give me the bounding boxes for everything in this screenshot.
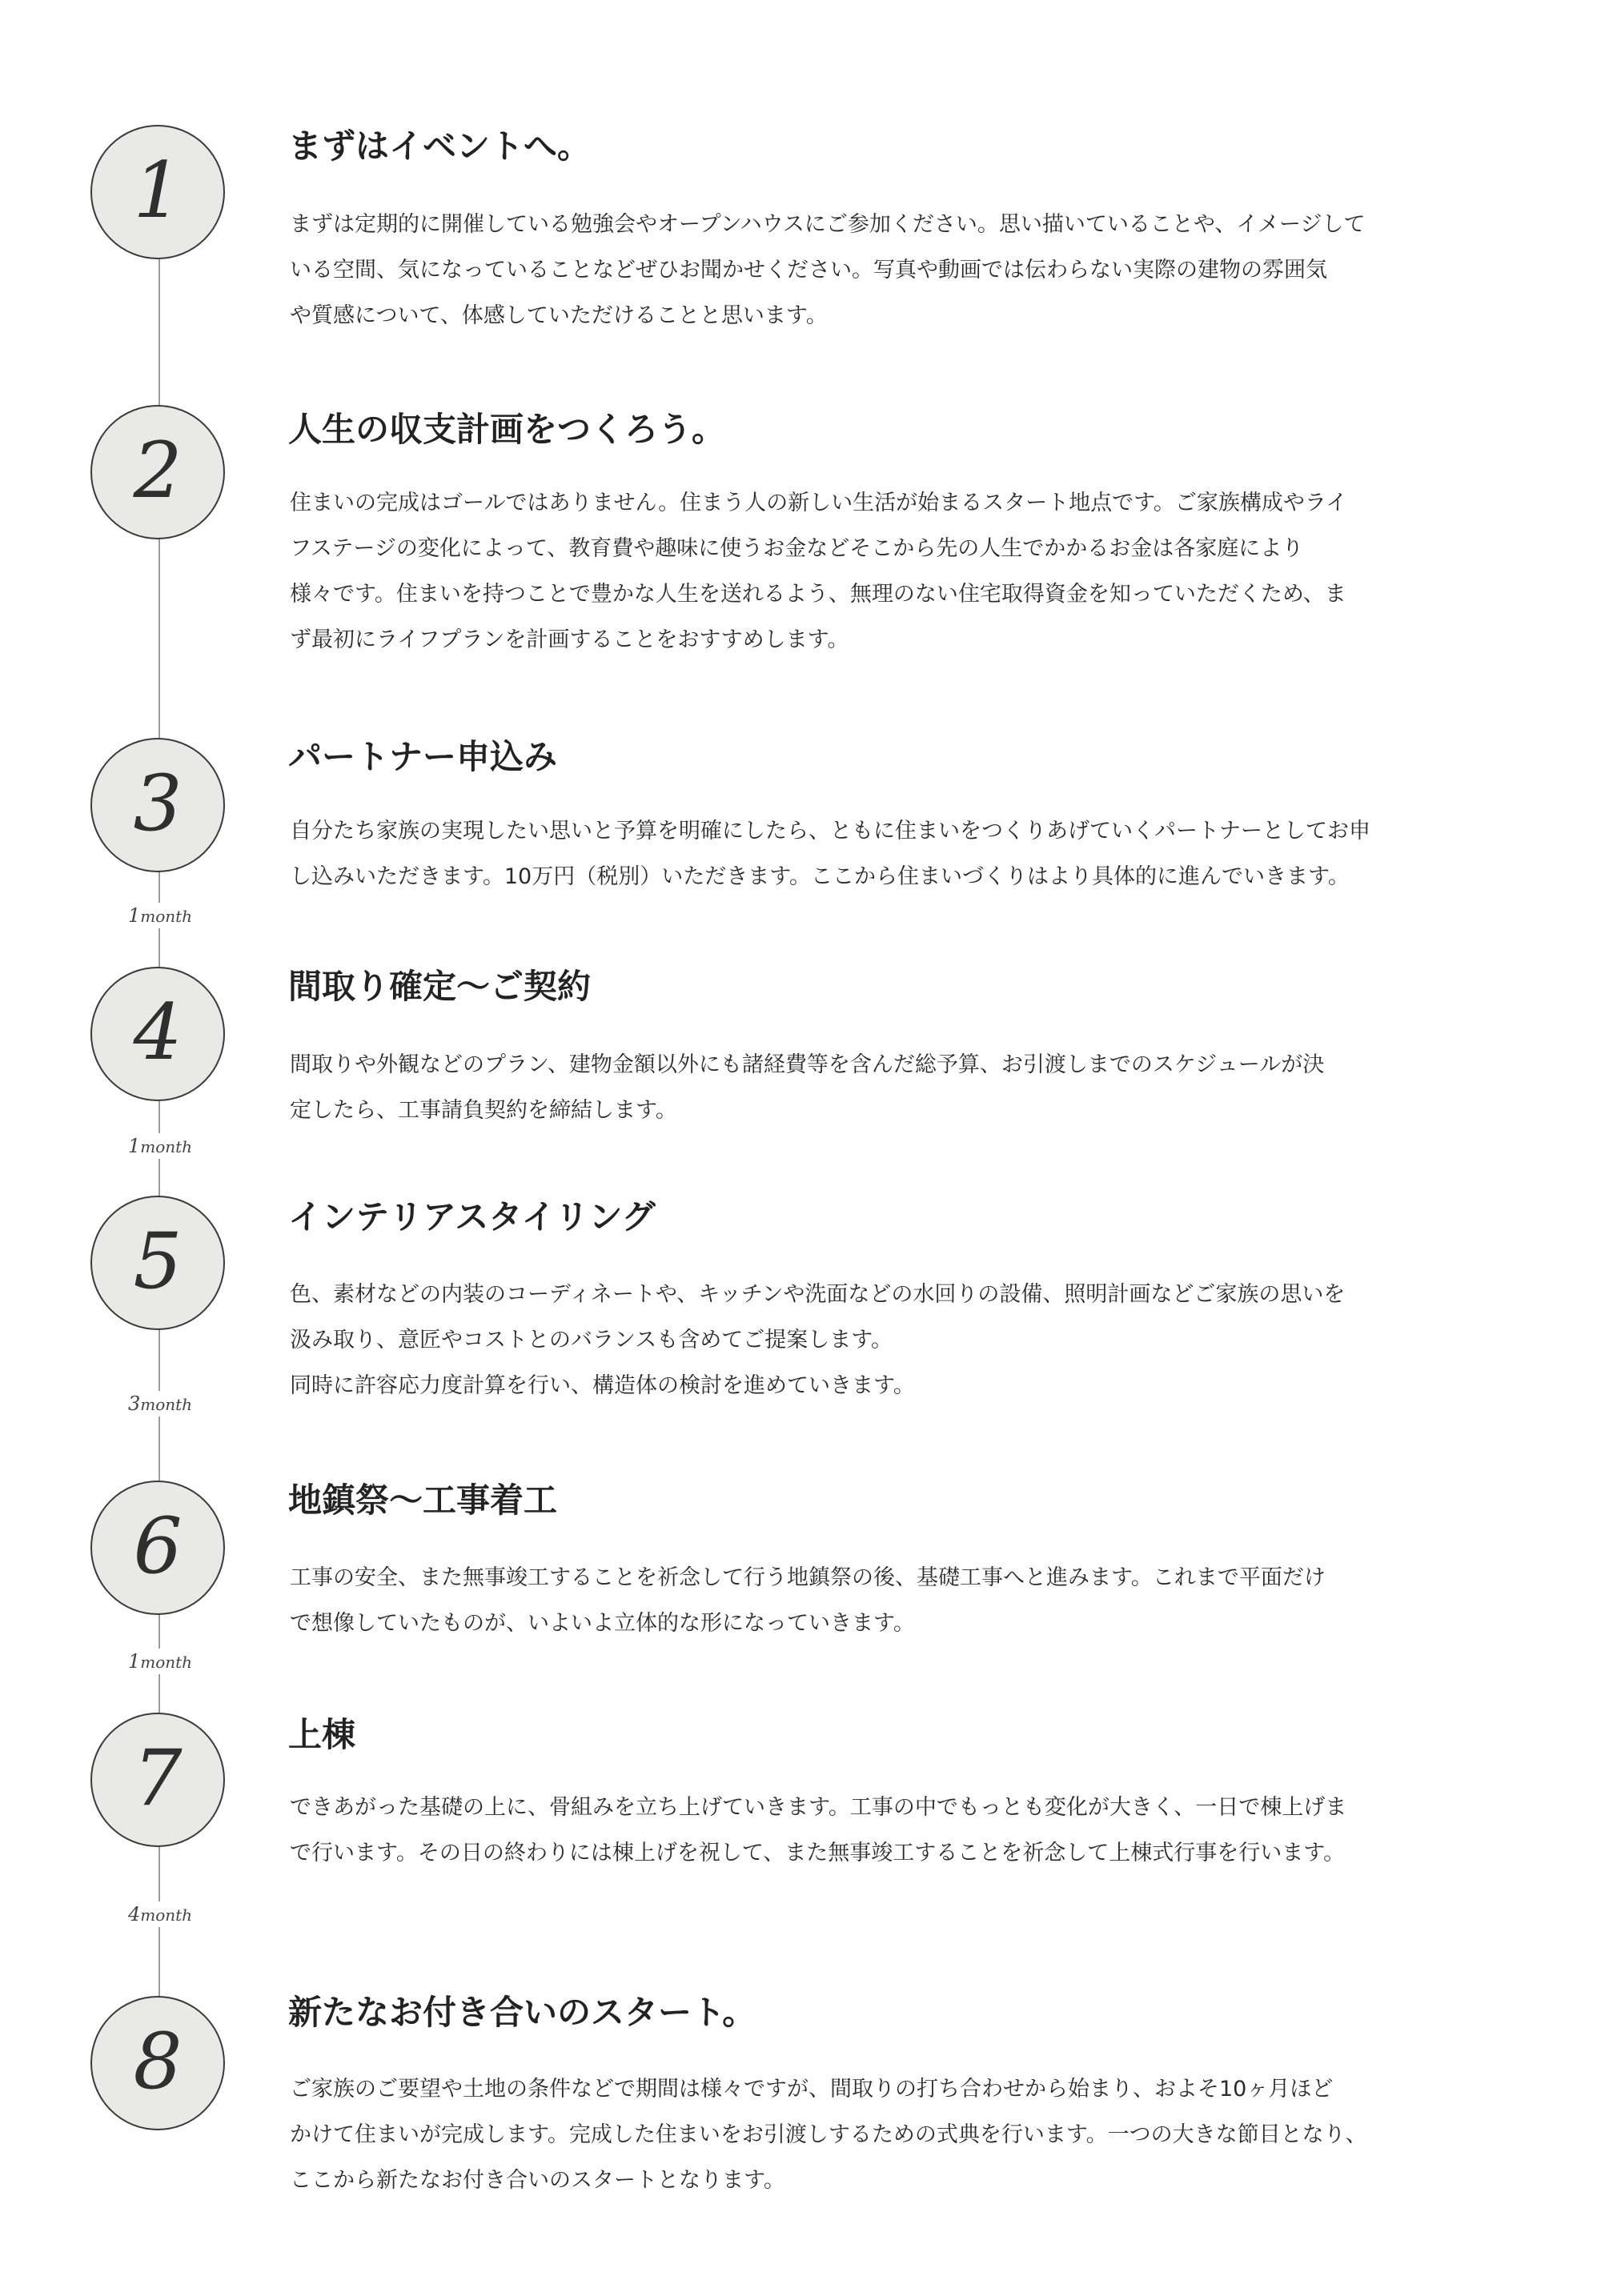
step-2-line: フステージの変化によって、教育費や趣味に使うお金などそこから先の人生でかかるお金は各家庭により (290, 536, 1304, 561)
step-6-line: で想像していたものが、いよいよ立体的な形になっていきます。 (290, 1611, 915, 1636)
step-7-line: できあがった基礎の上に、骨組みを立ち上げていきます。工事の中でもっとも変化が大きく、一日で棟上げま (290, 1795, 1347, 1820)
duration-label-3 (120, 1391, 200, 1416)
duration-label-2 (120, 1133, 200, 1159)
step-3-line: 自分たち家族の実現したい思いと予算を明確にしたら、ともに住まいをつくりあげていくパートナーとしてお申 (290, 819, 1370, 843)
step-2-title: 人生の収支計画をつくろう。 (288, 410, 726, 449)
step-4-number: 4 (133, 988, 183, 1077)
step-6-body (290, 1555, 1483, 1646)
step-7-number: 7 (133, 1733, 183, 1823)
step-1-line: や質感について、体感していただけることと思います。 (290, 303, 828, 328)
step-3-line: し込みいただきます。10万円（税別）いただきます。ここから住まいづくりはより具体的に進んでいきます。 (290, 864, 1350, 889)
step-3-title: パートナー申込み (288, 737, 558, 776)
step-4-line: 定したら、工事請負契約を締結します。 (290, 1098, 677, 1123)
duration-number: 3 (127, 1392, 141, 1415)
step-1-line: まずは定期的に開催している勉強会やオープンハウスにご参加ください。思い描いていることや、イメージして (290, 212, 1366, 237)
duration-unit: month (140, 907, 193, 926)
step-5-line: 同時に許容応力度計算を行い、構造体の検討を進めていきます。 (290, 1373, 915, 1398)
duration-unit: month (140, 1395, 193, 1414)
duration-unit: month (140, 1653, 193, 1672)
step-8-line: ここから新たなお付き合いのスタートとなります。 (290, 2168, 785, 2193)
step-5-line: 汲み取り、意匠やコストとのバランスも含めてご提案します。 (290, 1328, 893, 1352)
duration-number: 1 (127, 1135, 141, 1157)
step-1-circle (90, 125, 225, 259)
step-8-number: 8 (133, 2017, 183, 2106)
step-6-circle (90, 1481, 225, 1615)
step-1-line: いる空間、気になっていることなどぜひお聞かせください。写真や動画では伝わらない実際の建物の雰囲気 (290, 258, 1327, 282)
step-6-number: 6 (133, 1501, 183, 1591)
step-2-body (290, 480, 1483, 663)
duration-unit: month (140, 1905, 193, 1925)
step-1-title: まずはイベントへ。 (288, 126, 592, 166)
step-1-body (290, 202, 1483, 339)
step-5-circle (90, 1196, 225, 1330)
step-3-circle (90, 738, 225, 872)
duration-label-4 (120, 1649, 200, 1674)
step-3-body (290, 808, 1483, 900)
step-8-body (290, 2066, 1483, 2203)
step-7-circle (90, 1713, 225, 1847)
duration-number: 4 (127, 1903, 141, 1925)
step-5-title: インテリアスタイリング (288, 1197, 656, 1236)
step-8-line: かけて住まいが完成します。完成した住まいをお引渡しするための式典を行います。一つの大きな節目となり、 (290, 2122, 1367, 2147)
duration-unit: month (140, 1137, 193, 1156)
step-4-title: 間取り確定～ご契約 (288, 967, 592, 1006)
step-4-body (290, 1042, 1483, 1133)
step-1-number: 1 (133, 146, 183, 235)
step-8-line: ご家族のご要望や土地の条件などで期間は様々ですが、間取りの打ち合わせから始まり、およそ10ヶ月ほど (290, 2077, 1334, 2102)
step-7-body (290, 1785, 1483, 1876)
duration-label-1 (120, 903, 200, 928)
step-2-line: 住まいの完成はゴールではありません。住まう人の新しい生活が始まるスタート地点です。ご家族構成やライ (290, 491, 1348, 515)
step-2-line: ず最初にライフプランを計画することをおすすめします。 (290, 627, 849, 652)
step-7-title: 上棟 (288, 1715, 356, 1754)
step-2-line: 様々です。住まいを持つことで豊かな人生を送れるよう、無理のない住宅取得資金を知っていただくため、ま (290, 582, 1346, 607)
duration-number: 1 (127, 1650, 141, 1673)
duration-number: 1 (127, 904, 141, 927)
duration-label-5 (120, 1901, 200, 1927)
step-8-circle (90, 1996, 225, 2130)
step-4-line: 間取りや外観などのプラン、建物金額以外にも諸経費等を含んだ総予算、お引渡しまでのスケジュールが決 (290, 1052, 1325, 1077)
step-2-number: 2 (133, 426, 183, 515)
step-8-title: 新たなお付き合いのスタート。 (288, 1993, 756, 2032)
step-7-line: で行います。その日の終わりには棟上げを祝して、また無事竣工することを祈念して上棟式行事を行います。 (290, 1841, 1346, 1865)
step-6-line: 工事の安全、また無事竣工することを祈念して行う地鎮祭の後、基礎工事へと進みます。これまで平面だけ (290, 1565, 1326, 1590)
step-5-number: 5 (133, 1216, 183, 1306)
step-5-body (290, 1272, 1483, 1408)
step-3-number: 3 (133, 759, 183, 848)
step-6-title: 地鎮祭～工事着工 (288, 1481, 558, 1520)
step-4-circle (90, 967, 225, 1101)
step-2-circle (90, 405, 225, 539)
step-5-line: 色、素材などの内装のコーディネートや、キッチンや洗面などの水回りの設備、照明計画などご家族の思いを (290, 1282, 1346, 1307)
